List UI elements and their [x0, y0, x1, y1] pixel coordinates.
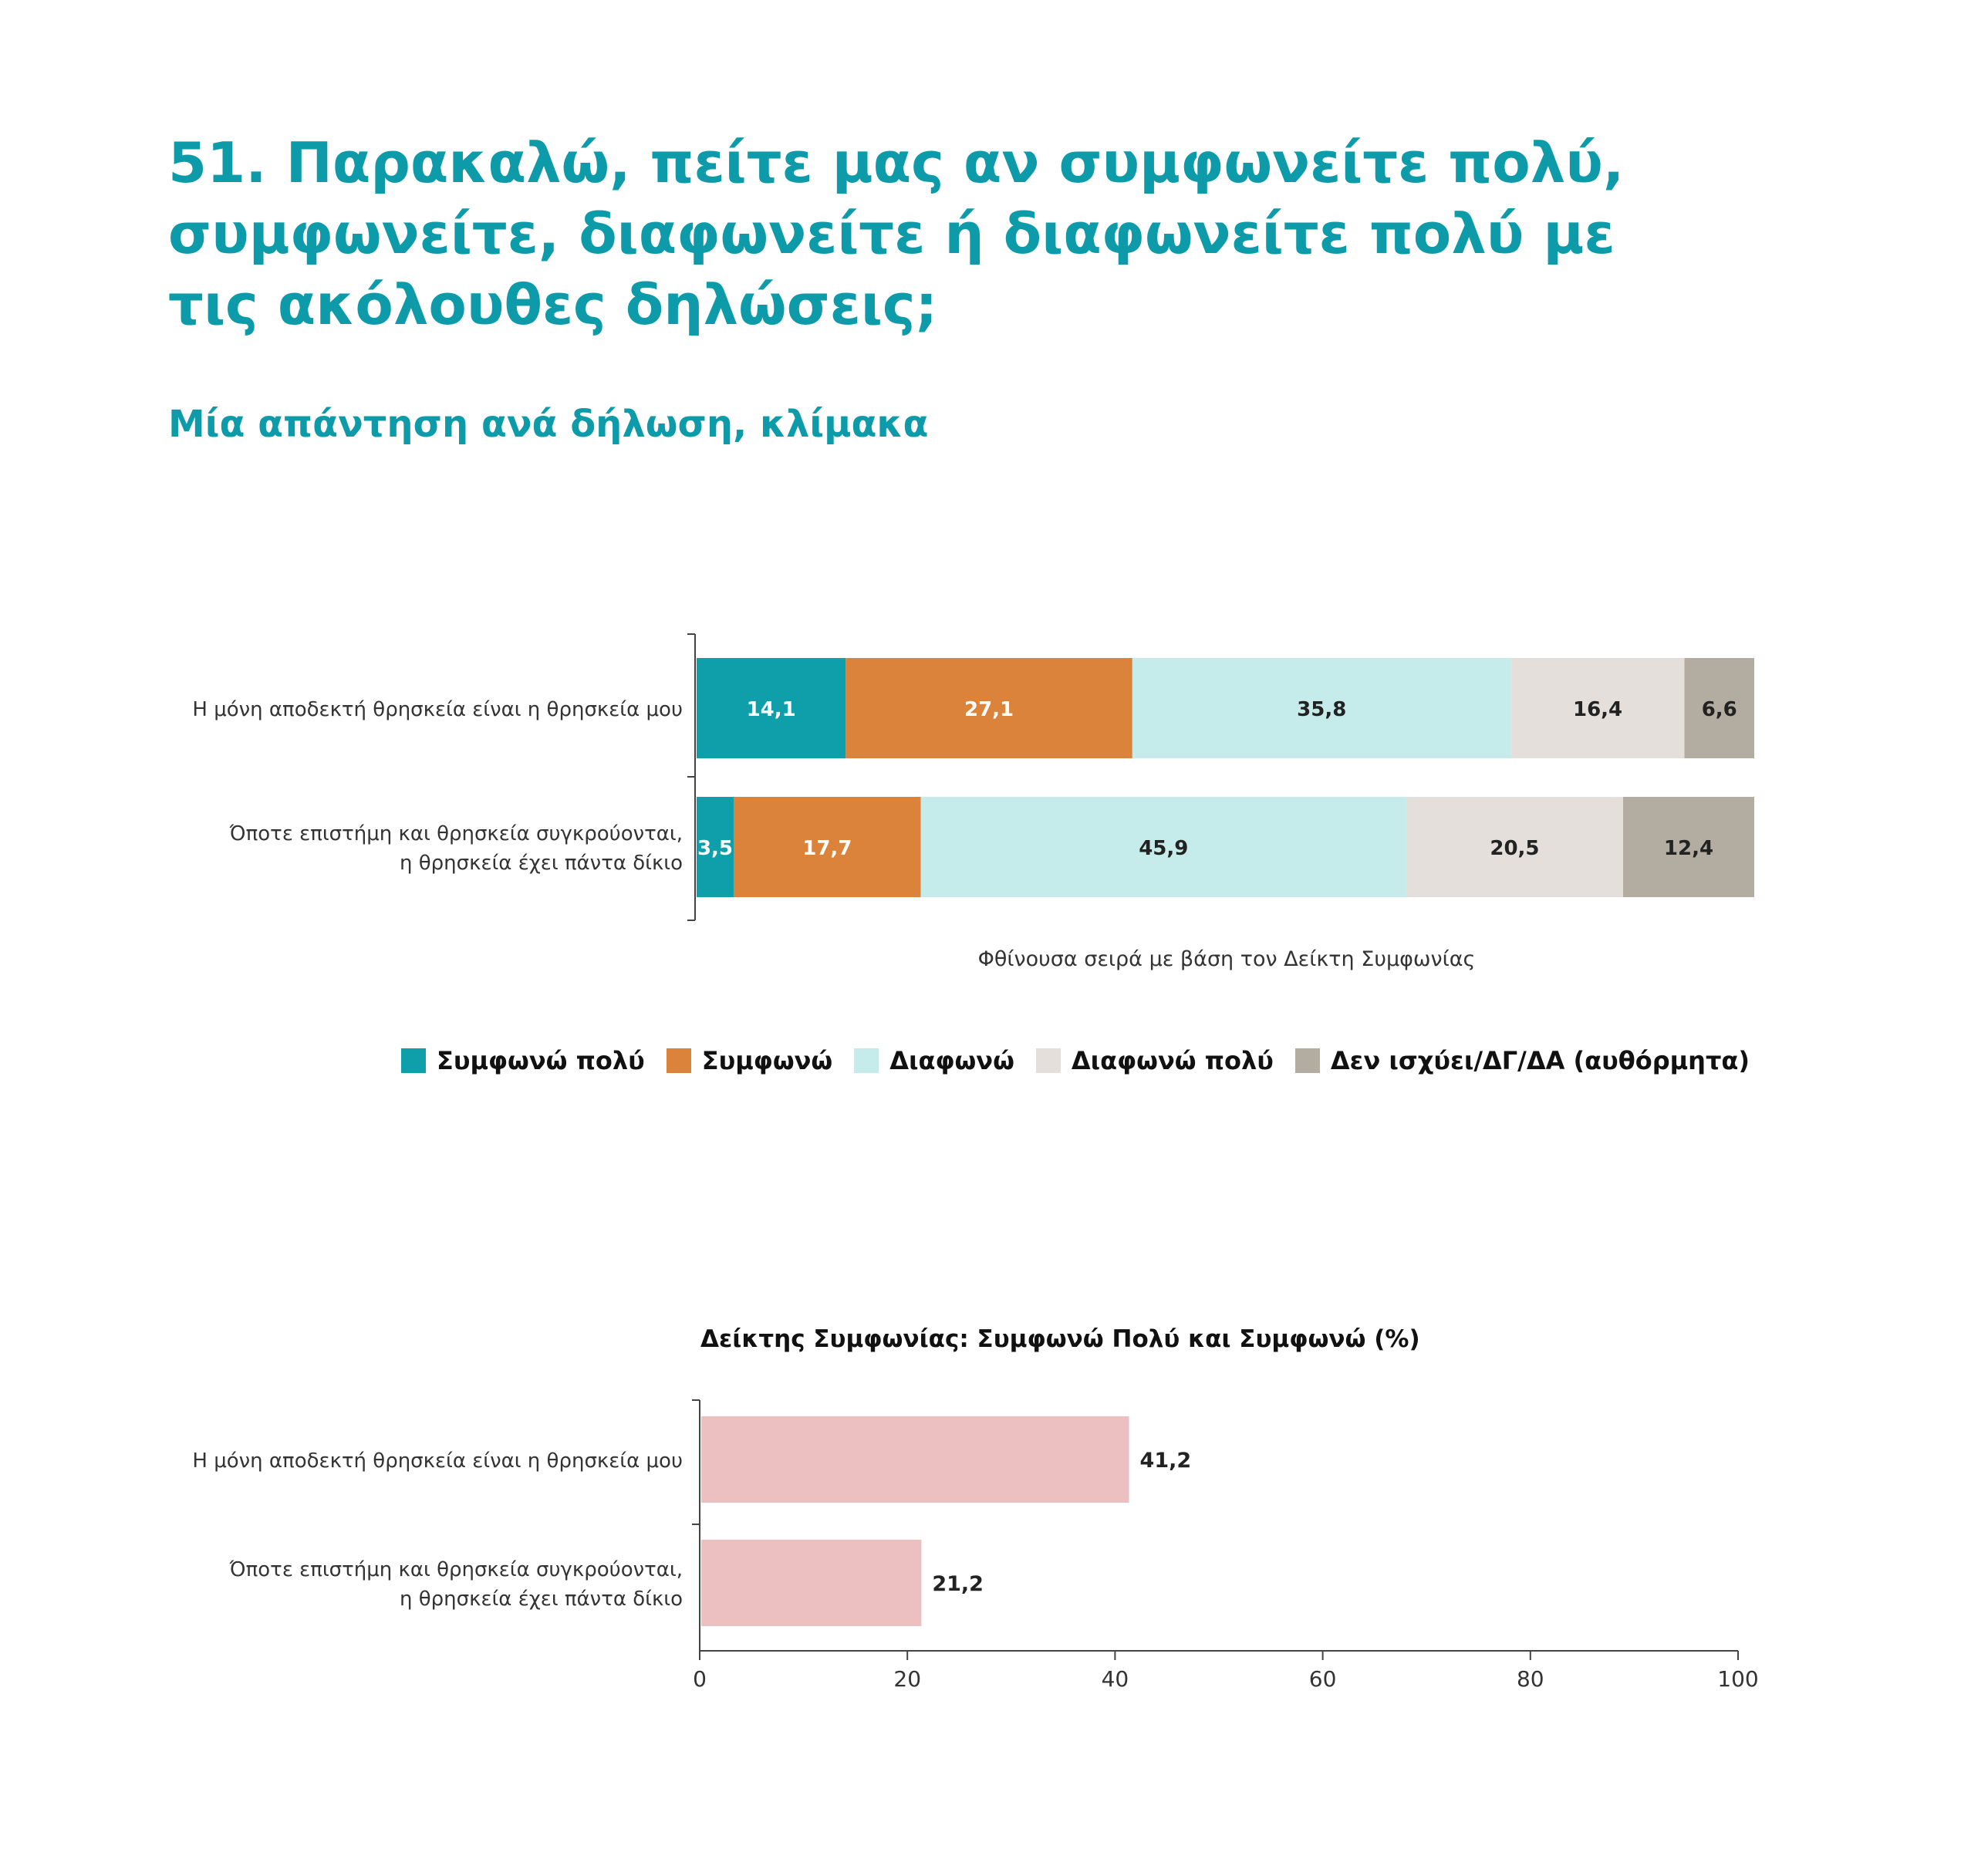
data-label: 21,2: [932, 1572, 984, 1596]
legend-item: [667, 1046, 832, 1075]
legend-label: Συμφωνώ: [701, 1046, 833, 1075]
category-label-line: Όποτε επιστήμη και θρησκεία συγκρούονται,: [229, 1558, 683, 1581]
chart-note: Φθίνουσα σειρά με βάση τον Δείκτη Συμφωνίας: [977, 947, 1476, 971]
data-label: 17,7: [802, 837, 852, 860]
category-label-line: Η μόνη αποδεκτή θρησκεία είναι η θρησκεία μου: [192, 1449, 683, 1473]
data-label: 45,9: [1139, 837, 1189, 860]
legend-swatch: [667, 1048, 691, 1073]
category-label-line: η θρησκεία έχει πάντα δίκιο: [400, 1588, 683, 1611]
category-label: [192, 698, 683, 721]
agreement-index-chart: [0, 1381, 1988, 1728]
category-label: [228, 1558, 683, 1611]
legend-swatch: [401, 1048, 426, 1073]
legend-item: [1036, 1046, 1274, 1075]
data-label: 6,6: [1701, 698, 1737, 721]
legend-swatch: [1036, 1048, 1061, 1073]
stacked-bar-chart: [0, 617, 1988, 1003]
legend-item: [854, 1046, 1014, 1075]
category-label: [192, 1449, 683, 1473]
legend-label: Διαφωνώ: [889, 1046, 1014, 1075]
data-label: 27,1: [964, 698, 1014, 721]
legend-swatch: [854, 1048, 879, 1073]
page-subtitle: Μία απάντηση ανά δήλωση, κλίμακα: [168, 403, 929, 446]
x-tick-label: 40: [1101, 1666, 1129, 1692]
legend-label: Διαφωνώ πολύ: [1071, 1046, 1274, 1075]
x-tick-label: 60: [1308, 1666, 1337, 1692]
data-label: 12,4: [1663, 837, 1714, 860]
data-label: 35,8: [1297, 698, 1347, 721]
x-tick-label: 80: [1516, 1666, 1544, 1692]
category-label: [228, 822, 683, 875]
data-label: 20,5: [1490, 837, 1540, 860]
category-label-line: Η μόνη αποδεκτή θρησκεία είναι η θρησκεία μου: [192, 698, 683, 721]
legend-item: [1295, 1046, 1750, 1075]
data-label: 41,2: [1139, 1449, 1192, 1473]
x-tick-label: 100: [1717, 1666, 1759, 1692]
legend-swatch: [1295, 1048, 1320, 1073]
bar: [701, 1540, 921, 1626]
data-label: 3,5: [697, 837, 734, 860]
agreement-index-title: Δείκτης Συμφωνίας: Συμφωνώ Πολύ και Συμφωνώ (%): [700, 1325, 1420, 1353]
legend-label: Δεν ισχύει/ΔΓ/ΔΑ (αυθόρμητα): [1330, 1046, 1750, 1075]
chart-legend: [401, 1041, 1750, 1080]
data-label: 16,4: [1573, 698, 1623, 721]
legend-label: Συμφωνώ πολύ: [437, 1046, 645, 1075]
x-tick-label: 0: [693, 1666, 707, 1692]
category-label-line: η θρησκεία έχει πάντα δίκιο: [400, 852, 683, 875]
x-tick-label: 20: [893, 1666, 922, 1692]
bar: [701, 1416, 1129, 1503]
category-label-line: Όποτε επιστήμη και θρησκεία συγκρούονται,: [229, 822, 683, 845]
legend-item: [401, 1046, 645, 1075]
page-title: 51. Παρακαλώ, πείτε μας αν συμφωνείτε πολύ, συμφωνείτε, διαφωνείτε ή διαφωνείτε πολύ με τις ακόλουθες δηλώσεις;: [168, 130, 1625, 337]
data-label: 14,1: [746, 698, 796, 721]
